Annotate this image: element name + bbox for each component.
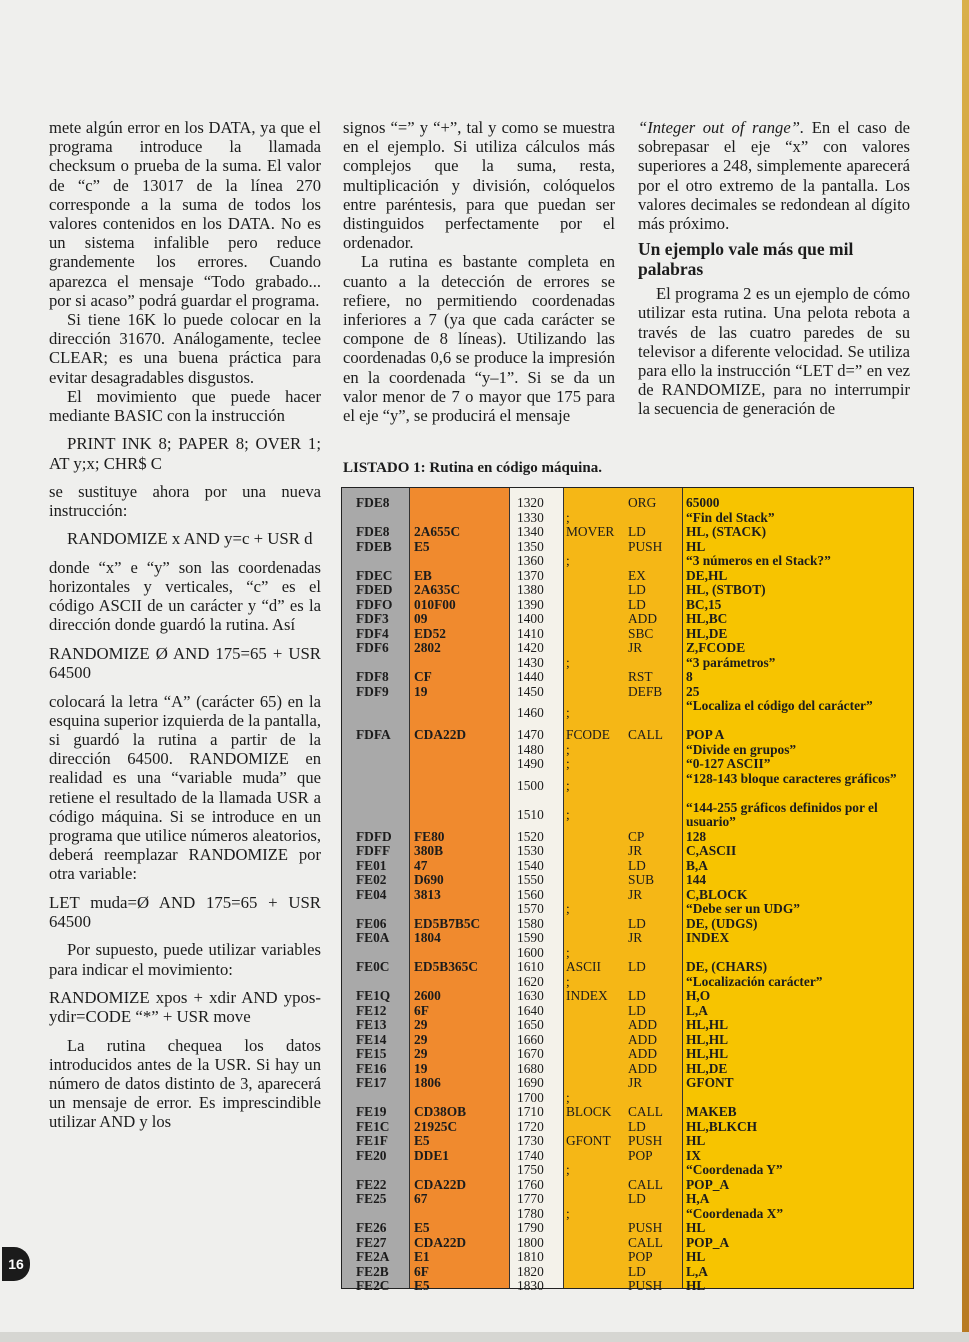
section-heading: Un ejemplo vale más que mil palabras — [638, 239, 854, 280]
listing-line-number: 1380 — [517, 582, 544, 597]
listing-line-number: 1610 — [517, 959, 544, 974]
listing-hex: 2600 — [414, 988, 441, 1003]
code-line: LET muda=Ø AND 175=65 + USR 64500 — [49, 892, 321, 931]
listing-hex: 29 — [414, 1031, 428, 1047]
listing-operand: L,A — [686, 1002, 708, 1018]
listing-mnemonic: POP — [628, 1147, 653, 1163]
listing-hex: ED5B7B5C — [414, 915, 481, 931]
paragraph-rest: En el caso de sobrepasar el eje “x” con valores superiores a 248, simplemente aparecerá por el otro extremo de la pantalla. Los valores decimales se redondean al dígito más próximo. — [638, 118, 910, 234]
listing-label: ; — [566, 901, 570, 916]
listing-mnemonic: CALL — [628, 1234, 663, 1250]
listing-line-number: 1740 — [517, 1147, 544, 1163]
listing-operand: “Divide en grupos” — [686, 741, 797, 757]
divider — [682, 488, 683, 1288]
listing-hex: CD38OB — [414, 1104, 467, 1119]
listing-hex: 29 — [414, 1017, 428, 1032]
listing-label: ; — [566, 1089, 570, 1105]
listing-line-number: 1790 — [517, 1220, 544, 1235]
listing-operand: 144 — [686, 872, 707, 887]
listing-mnemonic: LD — [628, 857, 646, 873]
listing-line-number: 1350 — [517, 538, 544, 554]
listing-line-number: 1750 — [517, 1162, 544, 1177]
listing-line-number: 1440 — [517, 669, 544, 684]
listing-label: ; — [566, 553, 570, 568]
listing-mnemonic: PUSH — [628, 1278, 663, 1293]
listing-mnemonic: JR — [628, 843, 643, 858]
listing-line-number: 1530 — [517, 843, 544, 858]
listing-hex: 3813 — [414, 886, 441, 902]
listing-address: FE1C — [356, 1118, 390, 1134]
listing-line-number: 1540 — [517, 857, 544, 873]
listing-line-number: 1760 — [517, 1176, 544, 1192]
listing-address: FE26 — [356, 1220, 387, 1235]
listing-address: FDF9 — [356, 683, 389, 699]
error-message-italic: “Integer out of range”. — [638, 118, 805, 137]
listing-address: FDE8 — [356, 524, 390, 539]
listing-line-number: 1400 — [517, 611, 544, 626]
listing-operand: HL — [686, 1133, 706, 1148]
listing-line-number: 1670 — [517, 1046, 544, 1061]
listing-hex: FE80 — [414, 828, 445, 844]
listing-hex: E5 — [414, 1278, 430, 1293]
listing-line-number: 1390 — [517, 596, 544, 612]
paragraph: Por supuesto, puede utilizar variables para indicar el movimiento: — [49, 940, 321, 979]
listing-label: ; — [566, 806, 570, 822]
listing-address: FE20 — [356, 1147, 387, 1163]
listing-label: INDEX — [566, 988, 608, 1003]
listing-mnemonic: JR — [628, 886, 643, 902]
listing-hex: 1804 — [414, 930, 441, 945]
listing-hex: CDA22D — [414, 1234, 467, 1250]
page-edge — [962, 0, 969, 1342]
text-column-1 — [49, 118, 321, 1132]
listing-mnemonic: LD — [628, 959, 646, 974]
listing-hex: 2A655C — [414, 524, 461, 539]
listing-mnemonic: LD — [628, 1191, 646, 1206]
listing-hex: DDE1 — [414, 1147, 449, 1163]
listing-operand: HL — [686, 1278, 706, 1293]
divider — [409, 488, 410, 1288]
listing-mnemonic: LD — [628, 1263, 646, 1279]
paragraph — [638, 118, 910, 233]
listing-operand: HL,BLKCH — [686, 1118, 758, 1134]
listing-operand: HL — [686, 1249, 706, 1264]
listing-operand: DE,HL — [686, 567, 728, 583]
listing-line-number: 1510 — [517, 806, 544, 822]
listing-operand: 8 — [686, 669, 693, 684]
listing-operand: H,A — [686, 1191, 710, 1206]
listing-label: ; — [566, 1162, 570, 1177]
listing-address: FDEB — [356, 538, 392, 554]
listing-operand: HL,DE — [686, 1060, 728, 1076]
listing-operand: Z,FCODE — [686, 640, 746, 655]
listing-hex: 29 — [414, 1046, 428, 1061]
listing-label: FCODE — [566, 727, 610, 742]
listing-mnemonic: ADD — [628, 1031, 658, 1047]
listing-address: FDFA — [356, 727, 391, 742]
listing-line-number: 1710 — [517, 1104, 544, 1119]
paragraph: mete algún error en los DATA, ya que el programa introduce la llamada checksum o prueba de la suma. El valor de “c” de 13017 de la línea 270 corresponde a la suma de todos los valores contenidos en los DATA. No es un sistema infalible pero reduce grandemente los errores. Cuando aparezca el mensaje “Todo grabado... por si acaso” podrá guardar el programa. — [49, 118, 321, 310]
listing-mnemonic: PUSH — [628, 538, 663, 554]
listing-address: FE02 — [356, 872, 387, 887]
listing-line-number: 1420 — [517, 640, 544, 655]
listing-address: FDF3 — [356, 611, 389, 626]
listing-hex: 21925C — [414, 1118, 458, 1134]
listing-address: FE0C — [356, 959, 390, 974]
listing-line-number: 1550 — [517, 872, 544, 887]
listing-line-number: 1720 — [517, 1118, 544, 1134]
paragraph: El programa 2 es un ejemplo de cómo utilizar esta rutina. Una pelota rebota a través de las cuatro paredes de su televisor a diferente velocidad. Se utiliza para ello la instrucción “LET d=” en vez de RANDOMIZE, para no interrumpir la secuencia de generación de — [638, 284, 910, 419]
page-number: 16 — [2, 1247, 30, 1281]
listing-operand: 25 — [686, 683, 700, 699]
listing-mnemonic: SBC — [628, 625, 654, 641]
listing-hex: 19 — [414, 683, 428, 699]
listing-line-number: 1330 — [517, 509, 544, 525]
listing-address: FE25 — [356, 1191, 387, 1206]
listing-line-number: 1830 — [517, 1278, 544, 1293]
listing-line-number: 1430 — [517, 654, 544, 670]
listing-address: FE01 — [356, 857, 387, 873]
listing-line-number: 1730 — [517, 1133, 544, 1148]
listing-mnemonic: CALL — [628, 1176, 663, 1192]
listing-operand: C,BLOCK — [686, 886, 748, 902]
listing-hex: CDA22D — [414, 1176, 467, 1192]
listing-operand: HL,HL — [686, 1017, 729, 1032]
listing-line-number: 1780 — [517, 1205, 544, 1221]
listing-mnemonic: JR — [628, 1075, 643, 1090]
code-line: RANDOMIZE x AND y=c + USR d — [67, 529, 313, 549]
listing-hex: 6F — [414, 1263, 429, 1279]
listing-operand: L,A — [686, 1263, 708, 1279]
listing-label: ; — [566, 741, 570, 757]
listing-line-number: 1660 — [517, 1031, 544, 1047]
code-listing — [341, 487, 914, 1293]
listing-operand: INDEX — [686, 930, 730, 945]
code-line: RANDOMIZE xpos + xdir AND ypos-ydir=CODE “*” + USR move — [49, 987, 321, 1027]
listing-line-number: 1650 — [517, 1017, 544, 1032]
listing-mnemonic: PUSH — [628, 1133, 663, 1148]
paragraph: donde “x” e “y” son las coordenadas horizontales y verticales, “c” es el código ASCII de un carácter y “d” es la dirección donde guardó la rutina. Así — [49, 557, 321, 635]
listing-label: ; — [566, 973, 570, 989]
listing-line-number: 1620 — [517, 973, 544, 989]
listing-address: FE0A — [356, 930, 390, 945]
listing-line-number: 1700 — [517, 1089, 544, 1105]
listing-mnemonic: CALL — [628, 727, 663, 742]
listing-line-number: 1340 — [517, 524, 544, 539]
listing-operand: “Localiza el código del carácter” — [686, 698, 873, 713]
listing-line-number: 1810 — [517, 1249, 544, 1264]
page-edge — [0, 1332, 969, 1342]
listing-mnemonic: CP — [628, 828, 645, 844]
listing-operand: “Coordenada Y” — [686, 1162, 783, 1177]
listing-address: FE2B — [356, 1263, 389, 1279]
listing-address: FE16 — [356, 1060, 387, 1076]
listing-hex: E5 — [414, 538, 430, 554]
listing-operand: 128 — [686, 828, 707, 844]
listing-line-number: 1580 — [517, 915, 544, 931]
listing-address: FE2A — [356, 1249, 390, 1264]
listing-hex: E5 — [414, 1133, 430, 1148]
listing-operand: HL,BC — [686, 611, 728, 626]
listing-hex: 6F — [414, 1002, 429, 1018]
listing-address: FE13 — [356, 1017, 387, 1032]
listing-hex: ED52 — [414, 625, 446, 641]
listing-operand: “Localización carácter” — [686, 973, 823, 989]
listing-operand: DE, (UDGS) — [686, 915, 758, 931]
listing-address: FE06 — [356, 915, 387, 931]
listing-line-number: 1470 — [517, 727, 544, 742]
listing-line-number: 1490 — [517, 756, 544, 771]
listing-label: BLOCK — [566, 1104, 612, 1119]
listing-line-number: 1600 — [517, 944, 544, 960]
listing-address: FE1F — [356, 1133, 388, 1148]
listing-mnemonic: ADD — [628, 611, 658, 626]
listing-operand: “Coordenada X” — [686, 1205, 784, 1221]
listing-hex: 380B — [414, 843, 444, 858]
listing-address: FDEC — [356, 567, 393, 583]
listing-line-number: 1770 — [517, 1191, 544, 1206]
listing-label: GFONT — [566, 1133, 611, 1148]
listing-operand: HL — [686, 538, 706, 554]
listing-operand: DE, (CHARS) — [686, 959, 768, 974]
listing-mnemonic: DEFB — [628, 683, 663, 699]
listing-mnemonic: CALL — [628, 1104, 663, 1119]
listing-address: FDFO — [356, 596, 393, 612]
listing-caption: LISTADO 1: Rutina en código máquina. — [343, 460, 602, 476]
listing-operand: HL — [686, 1220, 706, 1235]
listing-address: FE17 — [356, 1075, 387, 1090]
listing-line-number: 1800 — [517, 1234, 544, 1250]
listing-address: FDF8 — [356, 669, 389, 684]
listing-operand: BC,15 — [686, 596, 722, 612]
listing-mnemonic: JR — [628, 930, 643, 945]
listing-mnemonic: PUSH — [628, 1220, 663, 1235]
listing-hex: ED5B365C — [414, 959, 478, 974]
listing-operand: “Fin del Stack” — [686, 509, 775, 525]
divider — [509, 488, 510, 1288]
listing-hex: 2802 — [414, 640, 441, 655]
listing-operand: “0-127 ASCII” — [686, 756, 771, 771]
listing-hex: 47 — [414, 857, 428, 873]
listing-address: FE15 — [356, 1046, 387, 1061]
divider — [563, 488, 564, 1288]
listing-line-number: 1460 — [517, 705, 544, 720]
listing-line-number: 1410 — [517, 625, 544, 641]
listing-line-number: 1640 — [517, 1002, 544, 1018]
listing-address: FE27 — [356, 1234, 387, 1250]
listing-address: FDF6 — [356, 640, 389, 655]
listing-hex: 1806 — [414, 1075, 441, 1090]
text-column-2 — [343, 118, 615, 425]
listing-mnemonic: ADD — [628, 1060, 658, 1076]
listing-operand: “144-255 gráficos definidos por el usuario” — [686, 799, 878, 829]
listing-hex: 09 — [414, 611, 428, 626]
listing-mnemonic: LD — [628, 988, 646, 1003]
listing-line-number: 1560 — [517, 886, 544, 902]
listing-operand: “3 números en el Stack?” — [686, 553, 831, 568]
listing-line-number: 1680 — [517, 1060, 544, 1076]
listing-operand: “128-143 bloque caracteres gráficos” — [686, 770, 897, 786]
listing-hex: 19 — [414, 1060, 428, 1076]
listing-line-number: 1480 — [517, 741, 544, 757]
listing-operand: “3 parámetros” — [686, 654, 776, 670]
listing-line-number: 1630 — [517, 988, 544, 1003]
listing-mnemonic: LD — [628, 915, 646, 931]
listing-address: FE2C — [356, 1278, 390, 1293]
listing-line-number: 1590 — [517, 930, 544, 945]
listing-hex: EB — [414, 567, 432, 583]
listing-operand: 65000 — [686, 495, 720, 510]
listing-operand: POP_A — [686, 1176, 730, 1192]
listing-operand: H,O — [686, 988, 711, 1003]
listing-operand: POP A — [686, 727, 725, 742]
listing-label: ; — [566, 1205, 570, 1221]
listing-label: ASCII — [566, 959, 601, 974]
code-line: PRINT INK 8; PAPER 8; OVER 1; AT y;x; CHR$ C — [49, 434, 321, 473]
listing-mnemonic: ADD — [628, 1046, 658, 1061]
paragraph: se sustituye ahora por una nueva instrucción: — [49, 482, 321, 521]
listing-line-number: 1520 — [517, 828, 544, 844]
paragraph: El movimiento que puede hacer mediante BASIC con la instrucción — [49, 386, 321, 426]
label-mnemonic-band — [563, 488, 682, 1288]
listing-label: ; — [566, 944, 570, 960]
listing-line-number: 1370 — [517, 567, 544, 583]
listing-address: FE1Q — [356, 988, 391, 1003]
listing-mnemonic: SUB — [628, 872, 655, 887]
listing-mnemonic: LD — [628, 1118, 646, 1134]
listing-mnemonic: ORG — [628, 495, 657, 510]
listing-operand: B,A — [686, 857, 708, 873]
listing-hex: D690 — [414, 872, 444, 887]
listing-operand: MAKEB — [686, 1104, 737, 1119]
listing-line-number: 1820 — [517, 1263, 544, 1279]
listing-operand: HL,DE — [686, 625, 728, 641]
listing-label: ; — [566, 654, 570, 670]
listing-hex: E5 — [414, 1220, 430, 1235]
listing-hex: E1 — [414, 1249, 430, 1264]
listing-mnemonic: ADD — [628, 1017, 658, 1032]
listing-operand: HL, (STBOT) — [686, 582, 766, 597]
listing-address: FDED — [356, 582, 393, 597]
listing-mnemonic: LD — [628, 582, 646, 597]
listing-address: FE19 — [356, 1104, 387, 1119]
paragraph: Si tiene 16K lo puede colocar en la dirección 31670. Análogamente, teclee CLEAR; es una buena práctica para evitar desagradables disgustos. — [49, 310, 321, 387]
listing-address: FE04 — [356, 886, 387, 902]
listing-operand: HL, (STACK) — [686, 524, 767, 539]
listing-mnemonic: JR — [628, 640, 643, 655]
listing-address: FE12 — [356, 1002, 387, 1018]
listing-line-number: 1320 — [517, 495, 544, 510]
listing-operand: GFONT — [686, 1075, 734, 1090]
listing-mnemonic: EX — [628, 567, 646, 583]
listing-hex: 67 — [414, 1191, 428, 1206]
listing-label: ; — [566, 509, 570, 525]
listing-label: ; — [566, 756, 570, 771]
paragraph: signos “=” y “+”, tal y como se muestra en el ejemplo. Si utiliza cálculos más complejos que la suma, resta, multiplicación y división, colóquelos entre paréntesis, para que puedan ser distinguidos perfectamente por el ordenador. — [343, 118, 615, 253]
listing-operand: HL,HL — [686, 1046, 729, 1061]
listing-address: FDE8 — [356, 495, 390, 510]
paragraph: colocará la letra “A” (carácter 65) en la esquina superior izquierda de la pantalla, si guardó la rutina a partir de la dirección 64500. RANDOMIZE en realidad es una “variable muda” que retiene el resultado de la llamada USR a código máquina. Si se introduce en un programa que utilice números aleatorios, deberá reemplazar RANDOMIZE por otra variable: — [49, 691, 321, 884]
listing-operand: “Debe ser un UDG” — [686, 901, 800, 916]
paragraph: La rutina chequea los datos introducidos antes de la USR. Si hay un número de datos distinto de 3, aparecerá un mensaje de error. Es imprescindible utilizar AND y los — [49, 1035, 321, 1132]
listing-operand: IX — [686, 1147, 701, 1163]
listing-line-number: 1360 — [517, 553, 544, 568]
listing-hex: 2A635C — [414, 582, 461, 597]
listing-hex: CDA22D — [414, 727, 467, 742]
listing-hex: 010F00 — [414, 596, 456, 612]
code-line: RANDOMIZE Ø AND 175=65 + USR 64500 — [49, 643, 321, 683]
listing-operand: HL,HL — [686, 1031, 729, 1047]
listing-line-number: 1450 — [517, 683, 544, 699]
listing-address: FDFD — [356, 828, 392, 844]
listing-address: FE22 — [356, 1176, 387, 1192]
listing-operand: C,ASCII — [686, 843, 737, 858]
listing-label: ; — [566, 705, 570, 720]
listing-hex: CF — [414, 669, 432, 684]
listing-address: FDF4 — [356, 625, 389, 641]
listing-label: MOVER — [566, 524, 615, 539]
listing-line-number: 1570 — [517, 901, 544, 916]
listing-mnemonic: LD — [628, 524, 646, 539]
listing-address: FDFF — [356, 843, 391, 858]
listing-mnemonic: RST — [628, 669, 653, 684]
paragraph: La rutina es bastante completa en cuanto a la detección de errores se refiere, no permitiendo coordenadas inferiores a 7 (ya que cada carácter se compone de 8 líneas). Utilizando las coordenadas 0,6 se produce la impresión en la coordenada “y–1”. Si se da un valor menor de 7 o mayor que 175 para el eje “y”, se producirá el mensaje — [343, 252, 615, 426]
listing-line-number: 1500 — [517, 777, 544, 793]
listing-operand: POP_A — [686, 1234, 730, 1250]
listing-mnemonic: POP — [628, 1249, 653, 1264]
listing-line-number: 1690 — [517, 1075, 544, 1090]
text-column-3 — [638, 118, 910, 419]
listing-mnemonic: LD — [628, 596, 646, 612]
listing-mnemonic: LD — [628, 1002, 646, 1018]
listing-address: FE14 — [356, 1031, 387, 1047]
listing-label: ; — [566, 777, 570, 793]
